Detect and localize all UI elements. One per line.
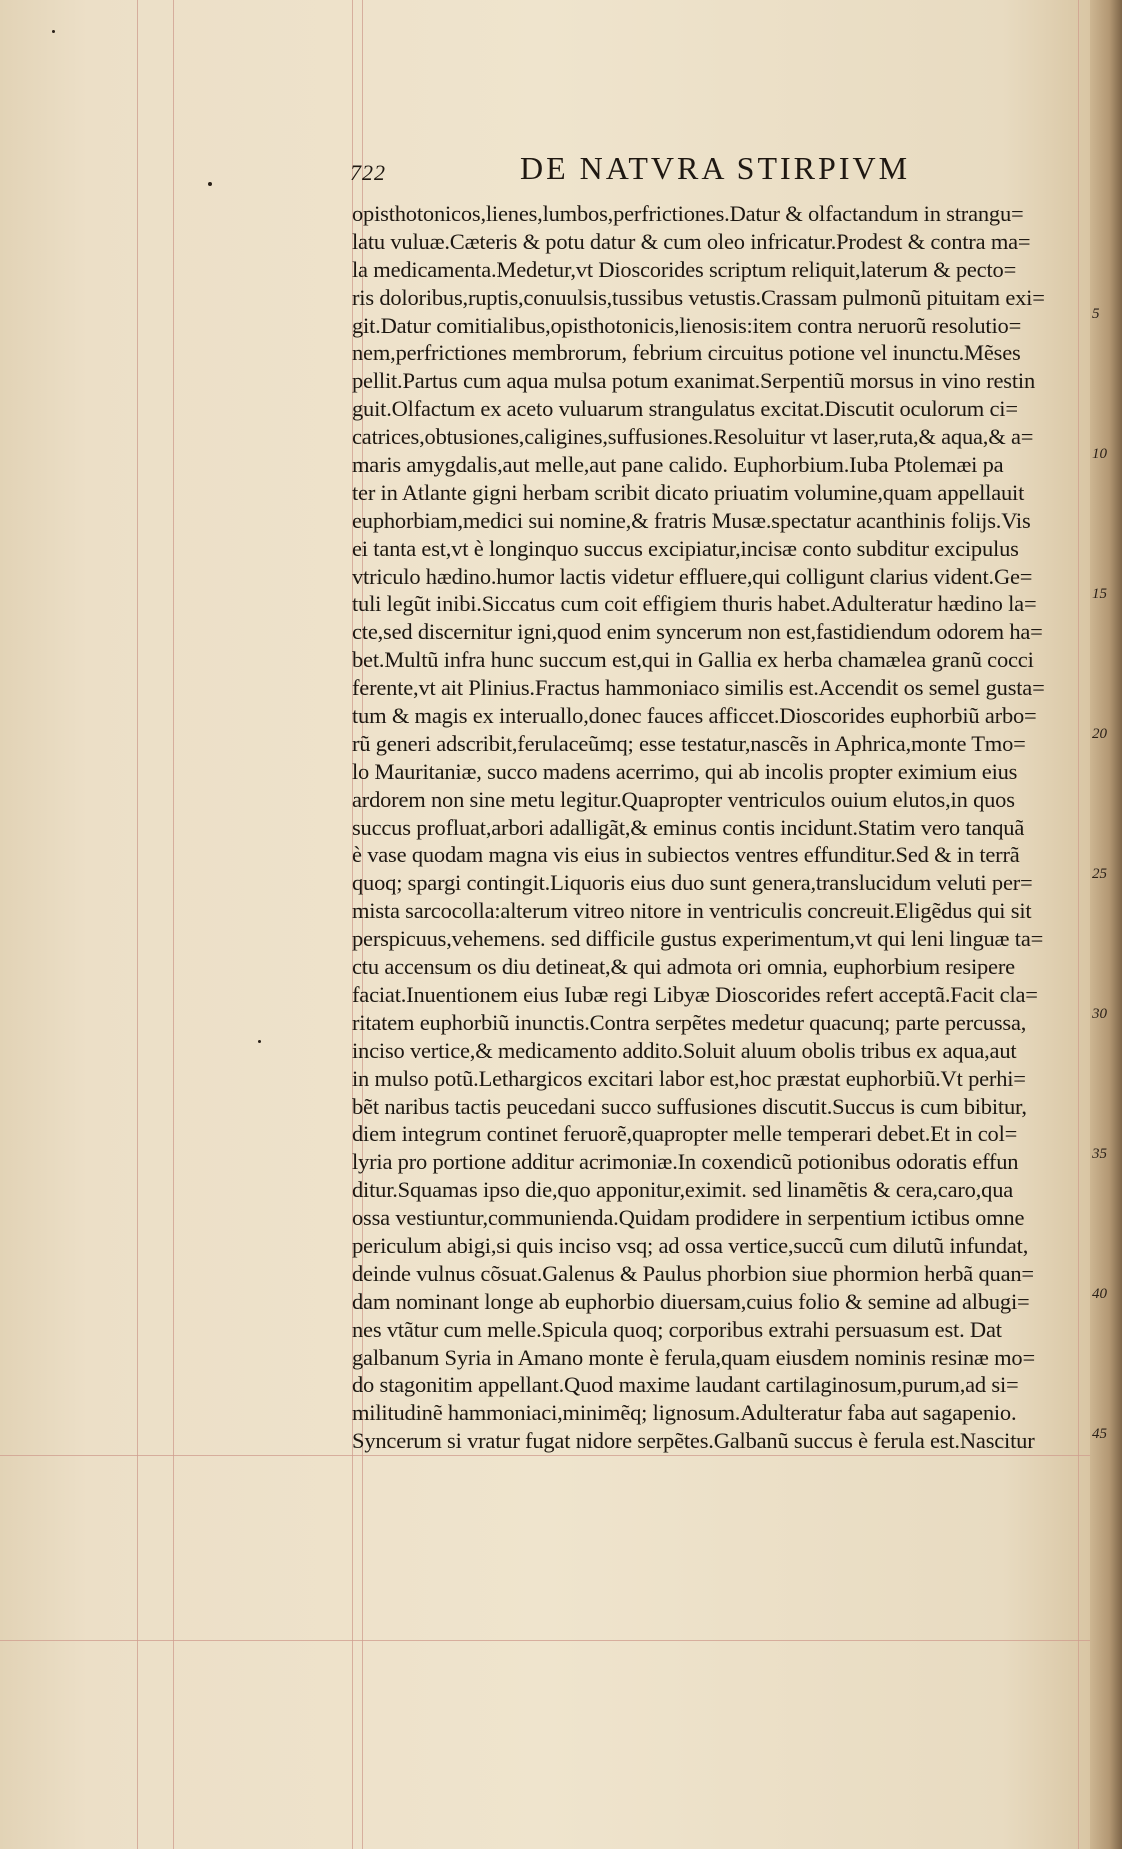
text-line: rũ generi adscribit,ferulaceũmq; esse testatur,nascẽs in Aphrica,monte Tmo= (352, 730, 1026, 756)
text-line: do stagonitim appellant.Quod maxime laudant cartilaginosum,purum,ad si= (352, 1372, 1019, 1398)
text-line: nes vtãtur cum melle.Spicula quoq; corporibus extrahi persuasum est. Dat (352, 1316, 1002, 1342)
text-line: ter in Atlante gigni herbam scribit dicato priuatim volumine,quam appellauit (352, 479, 1025, 505)
text-line: catrices,obtusiones,caligines,suffusiones.Resoluitur vt laser,ruta,& aqua,& a= (352, 424, 1034, 450)
text-line: dam nominant longe ab euphorbio diuersam,cuius folio & semine ad albugi= (352, 1288, 1030, 1314)
text-line: lo Mauritaniæ, succo madens acerrimo, qui ab incolis propter eximium eius (352, 758, 1018, 784)
text-line: faciat.Inuentionem eius Iubæ regi Libyæ Dioscorides refert acceptã.Facit cla= (352, 981, 1038, 1007)
text-line: lyria pro portione additur acrimoniæ.In coxendicũ potionibus odoratis effun (352, 1149, 1019, 1175)
line-number: 10 (1092, 446, 1107, 462)
text-line: ctu accensum os diu detineat,& qui admota ori omnia, euphorbium resipere (352, 954, 1015, 980)
text-line: guit.Olfactum ex aceto vuluarum strangulatus excitat.Discutit oculorum ci= (352, 396, 1018, 422)
text-line: nem,perfrictiones membrorum, febrium circuitus potione vel inunctu.Mẽses (352, 340, 1021, 366)
body-text (352, 200, 1092, 1455)
margin-rule-bottom (0, 1455, 1090, 1456)
text-line: maris amygdalis,aut melle,aut pane calido. Euphorbium.Iuba Ptolemæi pa (352, 452, 1004, 478)
text-line: è vase quodam magna vis eius in subiectos ventres effunditur.Sed & in terrã (352, 842, 1020, 868)
page-header (350, 150, 1110, 190)
text-line: git.Datur comitialibus,opisthotonicis,lienosis:item contra neruorũ resolutio= (352, 312, 1022, 338)
ink-spot (208, 182, 212, 186)
text-line: ritatem euphorbiũ inunctis.Contra serpẽtes medetur quacunq; parte percussa, (352, 1009, 1027, 1035)
text-line: euphorbiam,medici sui nomine,& fratris Musæ.spectatur acanthinis folijs.Vis (352, 507, 1031, 533)
text-line: galbanum Syria in Amano monte è ferula,quam eiusdem nominis resinæ mo= (352, 1344, 1035, 1370)
text-line: bẽt naribus tactis peucedani succo suffusiones discutit.Succus is cum bibitur, (352, 1093, 1027, 1119)
text-line: militudinẽ hammoniaci,minimẽq; lignosum.Adulteratur faba aut sagapenio. (352, 1400, 1017, 1426)
line-number: 45 (1092, 1426, 1107, 1442)
text-line: ei tanta est,vt è longinquo succus excipiatur,incisæ conto subditur excipulus (352, 535, 1019, 561)
text-line: succus profluat,arbori adalligãt,& eminus contis incidunt.Statim vero tanquã (352, 814, 1025, 840)
line-number: 40 (1092, 1286, 1107, 1302)
margin-rule-left-inner (173, 0, 174, 1849)
text-line: ardorem non sine metu legitur.Quapropter ventriculos ouium elutos,in quos (352, 786, 1015, 812)
line-number: 30 (1092, 1006, 1107, 1022)
margin-rule-bottom-lower (0, 1640, 1090, 1641)
running-title: DE NATVRA STIRPIVM (520, 150, 911, 186)
page-edge (1090, 0, 1122, 1849)
margin-rule-left (137, 0, 138, 1849)
text-line: opisthotonicos,lienes,lumbos,perfrictiones.Datur & olfactandum in strangu= (352, 201, 1024, 226)
page-number: 722 (350, 160, 386, 185)
text-line: latu vuluæ.Cæteris & potu datur & cum oleo infricatur.Prodest & contra ma= (352, 228, 1031, 254)
text-line: bet.Multũ infra hunc succum est,qui in Gallia ex herba chamælea granũ cocci (352, 647, 1034, 673)
text-line: perspicuus,vehemens. sed difficile gustus experimentum,vt qui leni linguæ ta= (352, 926, 1044, 952)
ink-spot (258, 1040, 261, 1043)
text-line: pellit.Partus cum aqua mulsa potum exanimat.Serpentiũ morsus in vino restin (352, 368, 1036, 394)
text-line: la medicamenta.Medetur,vt Dioscorides scriptum reliquit,laterum & pecto= (352, 256, 1017, 282)
line-number: 35 (1092, 1146, 1107, 1162)
text-line: mista sarcocolla:alterum vitreo nitore in ventriculis concreuit.Eligẽdus qui sit (352, 898, 1032, 924)
line-number: 15 (1092, 586, 1107, 602)
line-number: 20 (1092, 726, 1107, 742)
text-line: ossa vestiuntur,communienda.Quidam prodidere in serpentium ictibus omne (352, 1205, 1025, 1231)
text-line: diem integrum continet feruorẽ,quapropter melle temperari debet.Et in col= (352, 1121, 1018, 1147)
text-line: tum & magis ex interuallo,donec fauces afficcet.Dioscorides euphorbiũ arbo= (352, 703, 1037, 729)
text-line: deinde vulnus cõsuat.Galenus & Paulus phorbion siue phormion herbã quan= (352, 1260, 1034, 1286)
text-line: inciso vertice,& medicamento addito.Soluit aluum obolis tribus ex aqua,aut (352, 1037, 1017, 1063)
text-line: cte,sed discernitur igni,quod enim syncerum non est,fastidiendum odorem ha= (352, 619, 1043, 645)
text-line: ditur.Squamas ipso die,quo apponitur,eximit. sed linamẽtis & cera,caro,qua (352, 1177, 1014, 1203)
text-line: in mulso potũ.Lethargicos excitari labor est,hoc præstat euphorbiũ.Vt perhi= (352, 1065, 1026, 1091)
ink-spot (52, 30, 55, 33)
text-line: ferente,vt ait Plinius.Fractus hammoniaco similis est.Accendit os semel gusta= (352, 675, 1045, 701)
text-line: vtriculo hædino.humor lactis videtur effluere,qui colligunt clarius vident.Ge= (352, 563, 1033, 589)
text-line: quoq; spargi contingit.Liquoris eius duo sunt genera,translucidum veluti per= (352, 870, 1033, 896)
text-line: ris doloribus,ruptis,conuulsis,tussibus vetustis.Crassam pulmonũ pituitam exi= (352, 284, 1045, 310)
text-line: periculum abigi,si quis inciso vsq; ad ossa vertice,succũ cum dilutũ infundat, (352, 1232, 1029, 1258)
line-number: 5 (1092, 306, 1100, 322)
text-line: Syncerum si vratur fugat nidore serpẽtes.Galbanũ succus è ferula est.Nascitur (352, 1428, 1035, 1454)
text-line: tuli legũt inibi.Siccatus cum coit effigiem thuris habet.Adulteratur hædino la= (352, 591, 1037, 617)
line-number: 25 (1092, 866, 1107, 882)
